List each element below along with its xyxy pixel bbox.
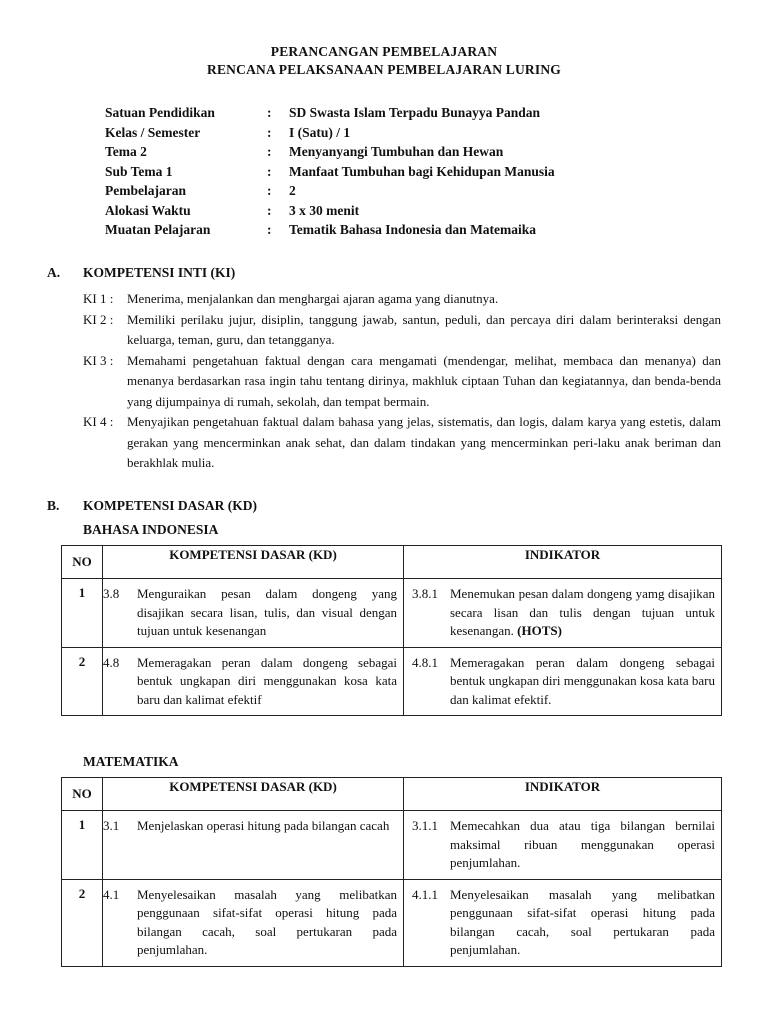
kd-text: Menguraikan pesan dalam dongeng yang disajikan secara lisan, tulis, dan visual dengan tujuan untuk kesenangan [137, 586, 397, 638]
kd-code: 3.8 [103, 586, 120, 601]
identity-label: Muatan Pelajaran [105, 222, 211, 237]
indikator-text: Memecahkan dua atau tiga bilangan bernilai maksimal ribuan menggunakan operasi penjumlahan. [450, 818, 715, 870]
indikator-code: 3.1.1 [412, 818, 438, 833]
ki-text: Memahami pengetahuan faktual dengan cara mengamati (mendengar, melihat, membaca dan menanya) dan menanya berdasarkan rasa ingin tahu tentang dirinya, makhluk ciptaan Tuhan dan kegiatannya, dan benda-benda yang dijumpainya di rumah, sekolah, dan tempat bermain. [127, 352, 721, 409]
header-indikator: INDIKATOR [404, 778, 722, 811]
bahasa-heading: BAHASA INDONESIA [83, 522, 219, 537]
row-number: 2 [62, 879, 103, 966]
title-line-2: RENCANA PELAKSANAAN PEMBELAJARAN LURING [207, 62, 561, 77]
ki-list [83, 289, 721, 474]
header-no: NO [62, 778, 103, 811]
ki-code: KI 1 : [83, 291, 114, 306]
ki-code: KI 3 : [83, 352, 114, 368]
header-kd: KOMPETENSI DASAR (KD) [103, 778, 404, 811]
kd-code: 3.1 [103, 818, 120, 833]
ki-item [83, 412, 721, 474]
identity-colon: : [267, 144, 272, 159]
indikator-cell [404, 579, 722, 648]
ki-code: KI 4 : [83, 414, 114, 429]
identity-colon: : [267, 163, 272, 179]
kd-code: 4.1 [103, 886, 120, 902]
identity-label: Satuan Pendidikan [105, 105, 215, 120]
indikator-code: 3.8.1 [412, 586, 438, 601]
row-number: 2 [62, 647, 103, 716]
title-line-1: PERANCANGAN PEMBELAJARAN [270, 44, 498, 59]
indikator-code: 4.1.1 [412, 886, 438, 902]
ki-text: Menyajikan pengetahuan faktual dalam bahasa yang jelas, sistematis, dan logis, dalam karya yang estetis, dalam gerakan yang mencerminkan anak sehat, dan dalam tindakan yang mencerminkan peri-laku anak beriman dan berakhlak mulia. [127, 414, 721, 470]
identity-value: SD Swasta Islam Terpadu Bunayya Pandan [289, 105, 540, 120]
identity-label: Kelas / Semester [105, 124, 201, 140]
identity-row [105, 181, 725, 201]
section-a-heading [47, 265, 235, 281]
identity-colon: : [267, 222, 272, 237]
identity-row [105, 103, 725, 123]
matematika-heading: MATEMATIKA [83, 754, 179, 769]
section-letter: A. [47, 265, 61, 280]
identity-label: Sub Tema 1 [105, 163, 173, 179]
ki-text: Menerima, menjalankan dan menghargai ajaran agama yang dianutnya. [127, 291, 499, 306]
indikator-text: Menyelesaikan masalah yang melibatkan penggunaan sifat-sifat operasi hitung pada bilangan cacah, soal pertukaran pada penjumlahan. [450, 886, 715, 957]
table-row [62, 647, 722, 716]
identity-colon: : [267, 105, 272, 120]
identity-label: Pembelajaran [105, 183, 186, 198]
identity-value: Tematik Bahasa Indonesia dan Matemaika [289, 222, 537, 237]
identity-value: 2 [289, 183, 296, 198]
indikator-text: Memeragakan peran dalam dongeng sebagai bentuk ungkapan diri menggunakan kosa kata baru dan kalimat efektif. [450, 654, 715, 707]
header-indikator: INDIKATOR [404, 546, 722, 579]
table-header-row [62, 778, 722, 811]
indikator-cell [404, 879, 722, 966]
indikator-cell [404, 647, 722, 716]
header-no: NO [62, 546, 103, 579]
table-row [62, 811, 722, 880]
identity-colon: : [267, 202, 272, 218]
kd-text: Menyelesaikan masalah yang melibatkan penggunaan sifat-sifat operasi hitung pada bilangan cacah, soal pertukaran pada penjumlahan. [137, 886, 397, 957]
identity-row [105, 162, 725, 182]
identity-label: Alokasi Waktu [105, 202, 191, 218]
document-title [0, 43, 768, 79]
kd-cell [103, 647, 404, 716]
bahasa-kd-table [61, 545, 722, 716]
table-row [62, 579, 722, 648]
indikator-text: Menemukan pesan dalam dongeng yamg disajikan secara lisan dan tulis dengan tujuan untuk kesenangan. [450, 586, 715, 638]
identity-row [105, 201, 725, 221]
ki-item [83, 289, 721, 310]
identity-block [105, 103, 725, 240]
identity-row [105, 123, 725, 143]
row-number: 1 [62, 579, 103, 648]
kd-code: 4.8 [103, 654, 120, 670]
section-title: KOMPETENSI INTI (KI) [83, 265, 236, 280]
identity-row [105, 220, 725, 240]
identity-value: 3 x 30 menit [289, 202, 360, 218]
header-kd: KOMPETENSI DASAR (KD) [103, 546, 404, 579]
kd-cell [103, 879, 404, 966]
table-header-row [62, 546, 722, 579]
kd-text: Menjelaskan operasi hitung pada bilangan cacah [137, 818, 390, 833]
identity-value: Menyanyangi Tumbuhan dan Hewan [289, 144, 504, 159]
identity-row [105, 142, 725, 162]
table-row [62, 879, 722, 966]
matematika-kd-table [61, 777, 722, 967]
kd-text: Memeragakan peran dalam dongeng sebagai bentuk ungkapan diri menggunakan kosa kata baru dan kalimat efektif [137, 654, 397, 707]
identity-value: I (Satu) / 1 [289, 124, 351, 140]
identity-value: Manfaat Tumbuhan bagi Kehidupan Manusia [289, 163, 555, 179]
ki-text: Memiliki perilaku jujur, disiplin, tanggung jawab, santun, peduli, dan percaya diri dalam berinteraksi dengan keluarga, teman, guru, dan tetangganya. [127, 311, 721, 347]
identity-colon: : [267, 124, 272, 140]
ki-code: KI 2 : [83, 311, 114, 327]
section-letter: B. [47, 498, 60, 513]
indikator-code: 4.8.1 [412, 654, 438, 670]
indikator-cell [404, 811, 722, 880]
hots-label: (HOTS) [517, 623, 562, 638]
row-number: 1 [62, 811, 103, 880]
identity-label: Tema 2 [105, 144, 147, 159]
ki-item [83, 310, 721, 351]
identity-colon: : [267, 183, 272, 198]
section-title: KOMPETENSI DASAR (KD) [83, 498, 258, 513]
kd-cell [103, 579, 404, 648]
ki-item [83, 351, 721, 413]
kd-cell [103, 811, 404, 880]
section-b-heading [47, 498, 257, 514]
